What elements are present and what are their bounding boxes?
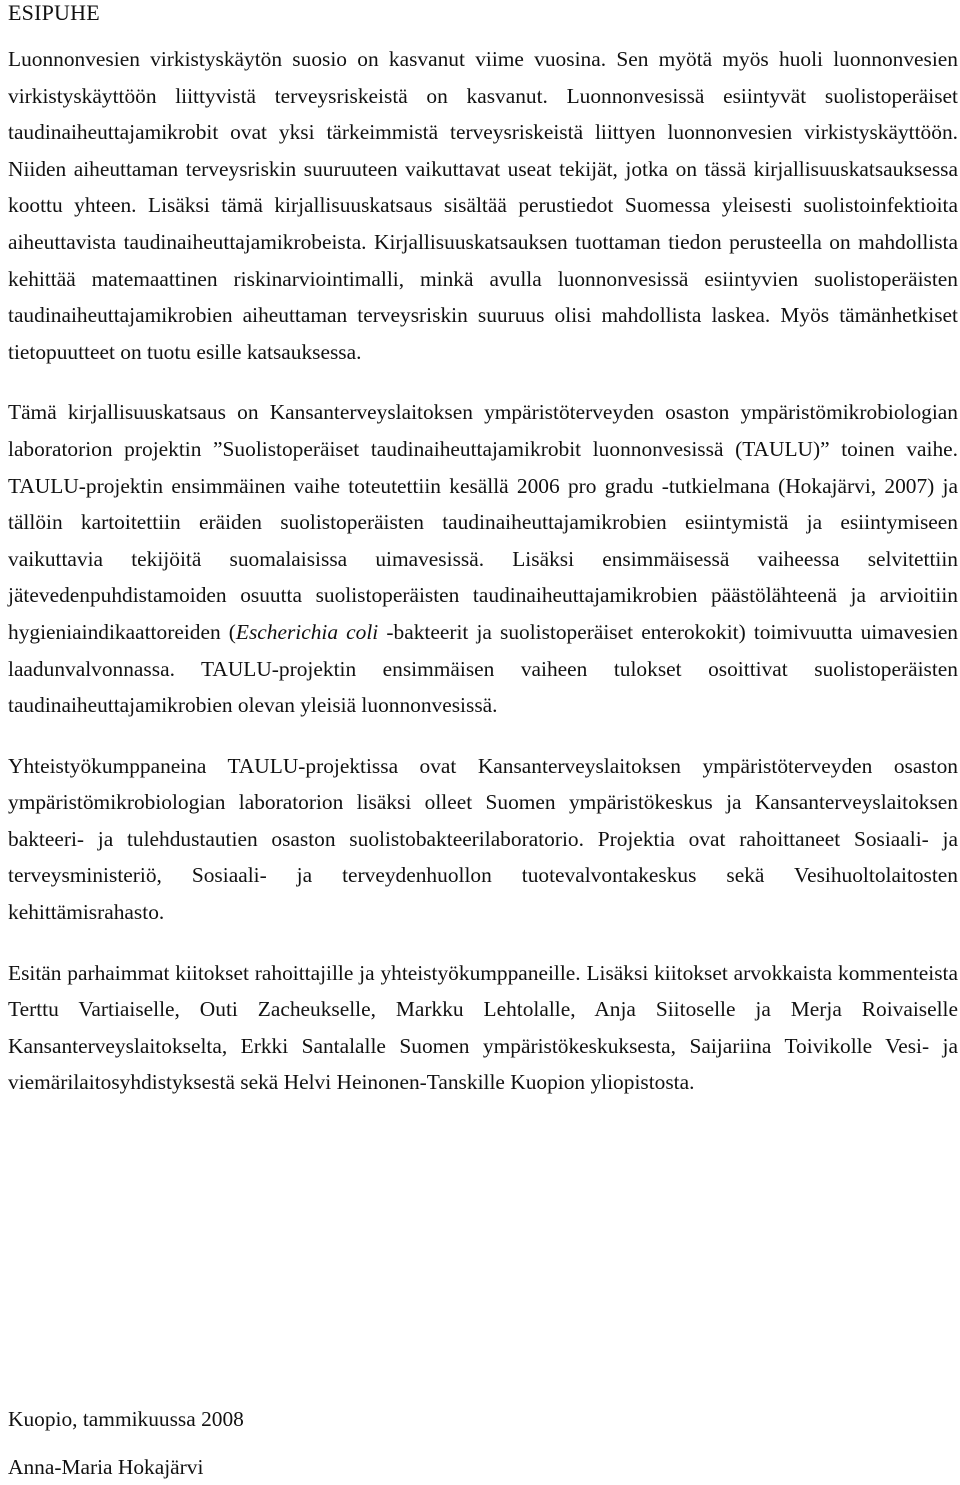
paragraph-intro: Luonnonvesien virkistyskäytön suosio on kasvanut viime vuosina. Sen myötä myös huoli luonnonvesien virkistyskäyttöön liittyvistä terveysriskeistä on kasvanut. Luonnonvesissä esiintyvät suolistoperäiset taudinaiheuttajamikrobit ovat yksi tärkeimmistä terveysriskeistä liittyen luonnonvesien virkistyskäyttöön. Niiden aiheuttaman terveysriskin suuruuteen vaikuttavat useat tekijät, jotka on tässä kirjallisuuskatsauksessa koottu yhteen. Lisäksi tämä kirjallisuuskatsaus sisältää perustiedot Suomessa yleisesti suolistoinfektioita aiheuttavista taudinaiheuttajamikrobeista. Kirjallisuuskatsauksen tuottaman tiedon perusteella on mahdollista kehittää matemaattinen riskinarviointimalli, minkä avulla luonnonvesissä esiintyvien suolistoperäisten taudinaiheuttajamikrobien aiheuttaman terveysriskin suuruus olisi mahdollista laskea. Myös tämänhetkiset tietopuutteet on tuotu esille katsauksessa. bbox=[8, 47, 958, 364]
paragraph-partners: Yhteistyökumppaneina TAULU-projektissa ovat Kansanterveyslaitoksen ympäristöterveyden osaston ympäristömikrobiologian laboratorion lisäksi olleet Suomen ympäristökeskus ja Kansanterveyslaitoksen bakteeri- ja tulehdustautien osaston suolistobakteerilaboratorio. Projektia ovat rahoittaneet Sosiaali- ja terveysministeriö, Sosiaali- ja terveydenhuollon tuotevalvontakeskus sekä Vesihuoltolaitosten kehittämisrahasto. bbox=[8, 753, 958, 925]
species-name-italic: Escherichia coli bbox=[235, 619, 379, 644]
section-heading: ESIPUHE bbox=[8, 0, 100, 25]
document-page bbox=[8, 0, 958, 1125]
place-date: Kuopio, tammikuussa 2008 bbox=[8, 1407, 244, 1431]
paragraph-project bbox=[8, 394, 958, 723]
paragraph-acknowledgements: Esitän parhaimmat kiitokset rahoittajille ja yhteistyökumppaneille. Lisäksi kiitokset arvokkaista kommenteista Terttu Vartiaiselle, Outi Zacheukselle, Markku Lehtolalle, Anja Siitoselle ja Merja Roivaiselle Kansanterveyslaitokselta, Erkki Santalalle Suomen ympäristökeskuksesta, Saijariina Toivikolle Vesi- ja viemärilaitosyhdistyksestä sekä Helvi Heinonen-Tanskille Kuopion yliopistosta. bbox=[8, 960, 958, 1095]
paragraph-project-text-2: -bakteerit ja suolistoperäiset enterokokit) toimivuutta uimavesien laadunvalvonnassa. TAULU-projektin ensimmäisen vaiheen tulokset osoittivat suolistoperäisten taudinaiheuttajamikrobien olevan yleisiä luonnonvesissä. bbox=[8, 619, 959, 718]
paragraph-project-text-1: Tämä kirjallisuuskatsaus on Kansanterveyslaitoksen ympäristöterveyden osaston ympäristömikrobiologian laboratorion projektin ”Suolistoperäiset taudinaiheuttajamikrobit luonnonvesissä (TAULU)” toinen vaihe. TAULU-projektin ensimmäinen vaihe toteutettiin kesällä 2006 pro gradu -tutkielmana (Hokajärvi, 2007) ja tällöin kartoitettiin eräiden suolistoperäisten taudinaiheuttajamikrobien esiintymistä ja esiintymiseen vaikuttavia tekijöitä suomalaisissa uimavesissä. Lisäksi ensimmäisessä vaiheessa selvitettiin jätevedenpuhdistamoiden osuutta suolistoperäisten taudinaiheuttajamikrobien päästölähteenä ja arvioitiin hygieniaindikaattoreiden ( bbox=[8, 400, 958, 644]
author-name: Anna-Maria Hokajärvi bbox=[8, 1455, 204, 1479]
